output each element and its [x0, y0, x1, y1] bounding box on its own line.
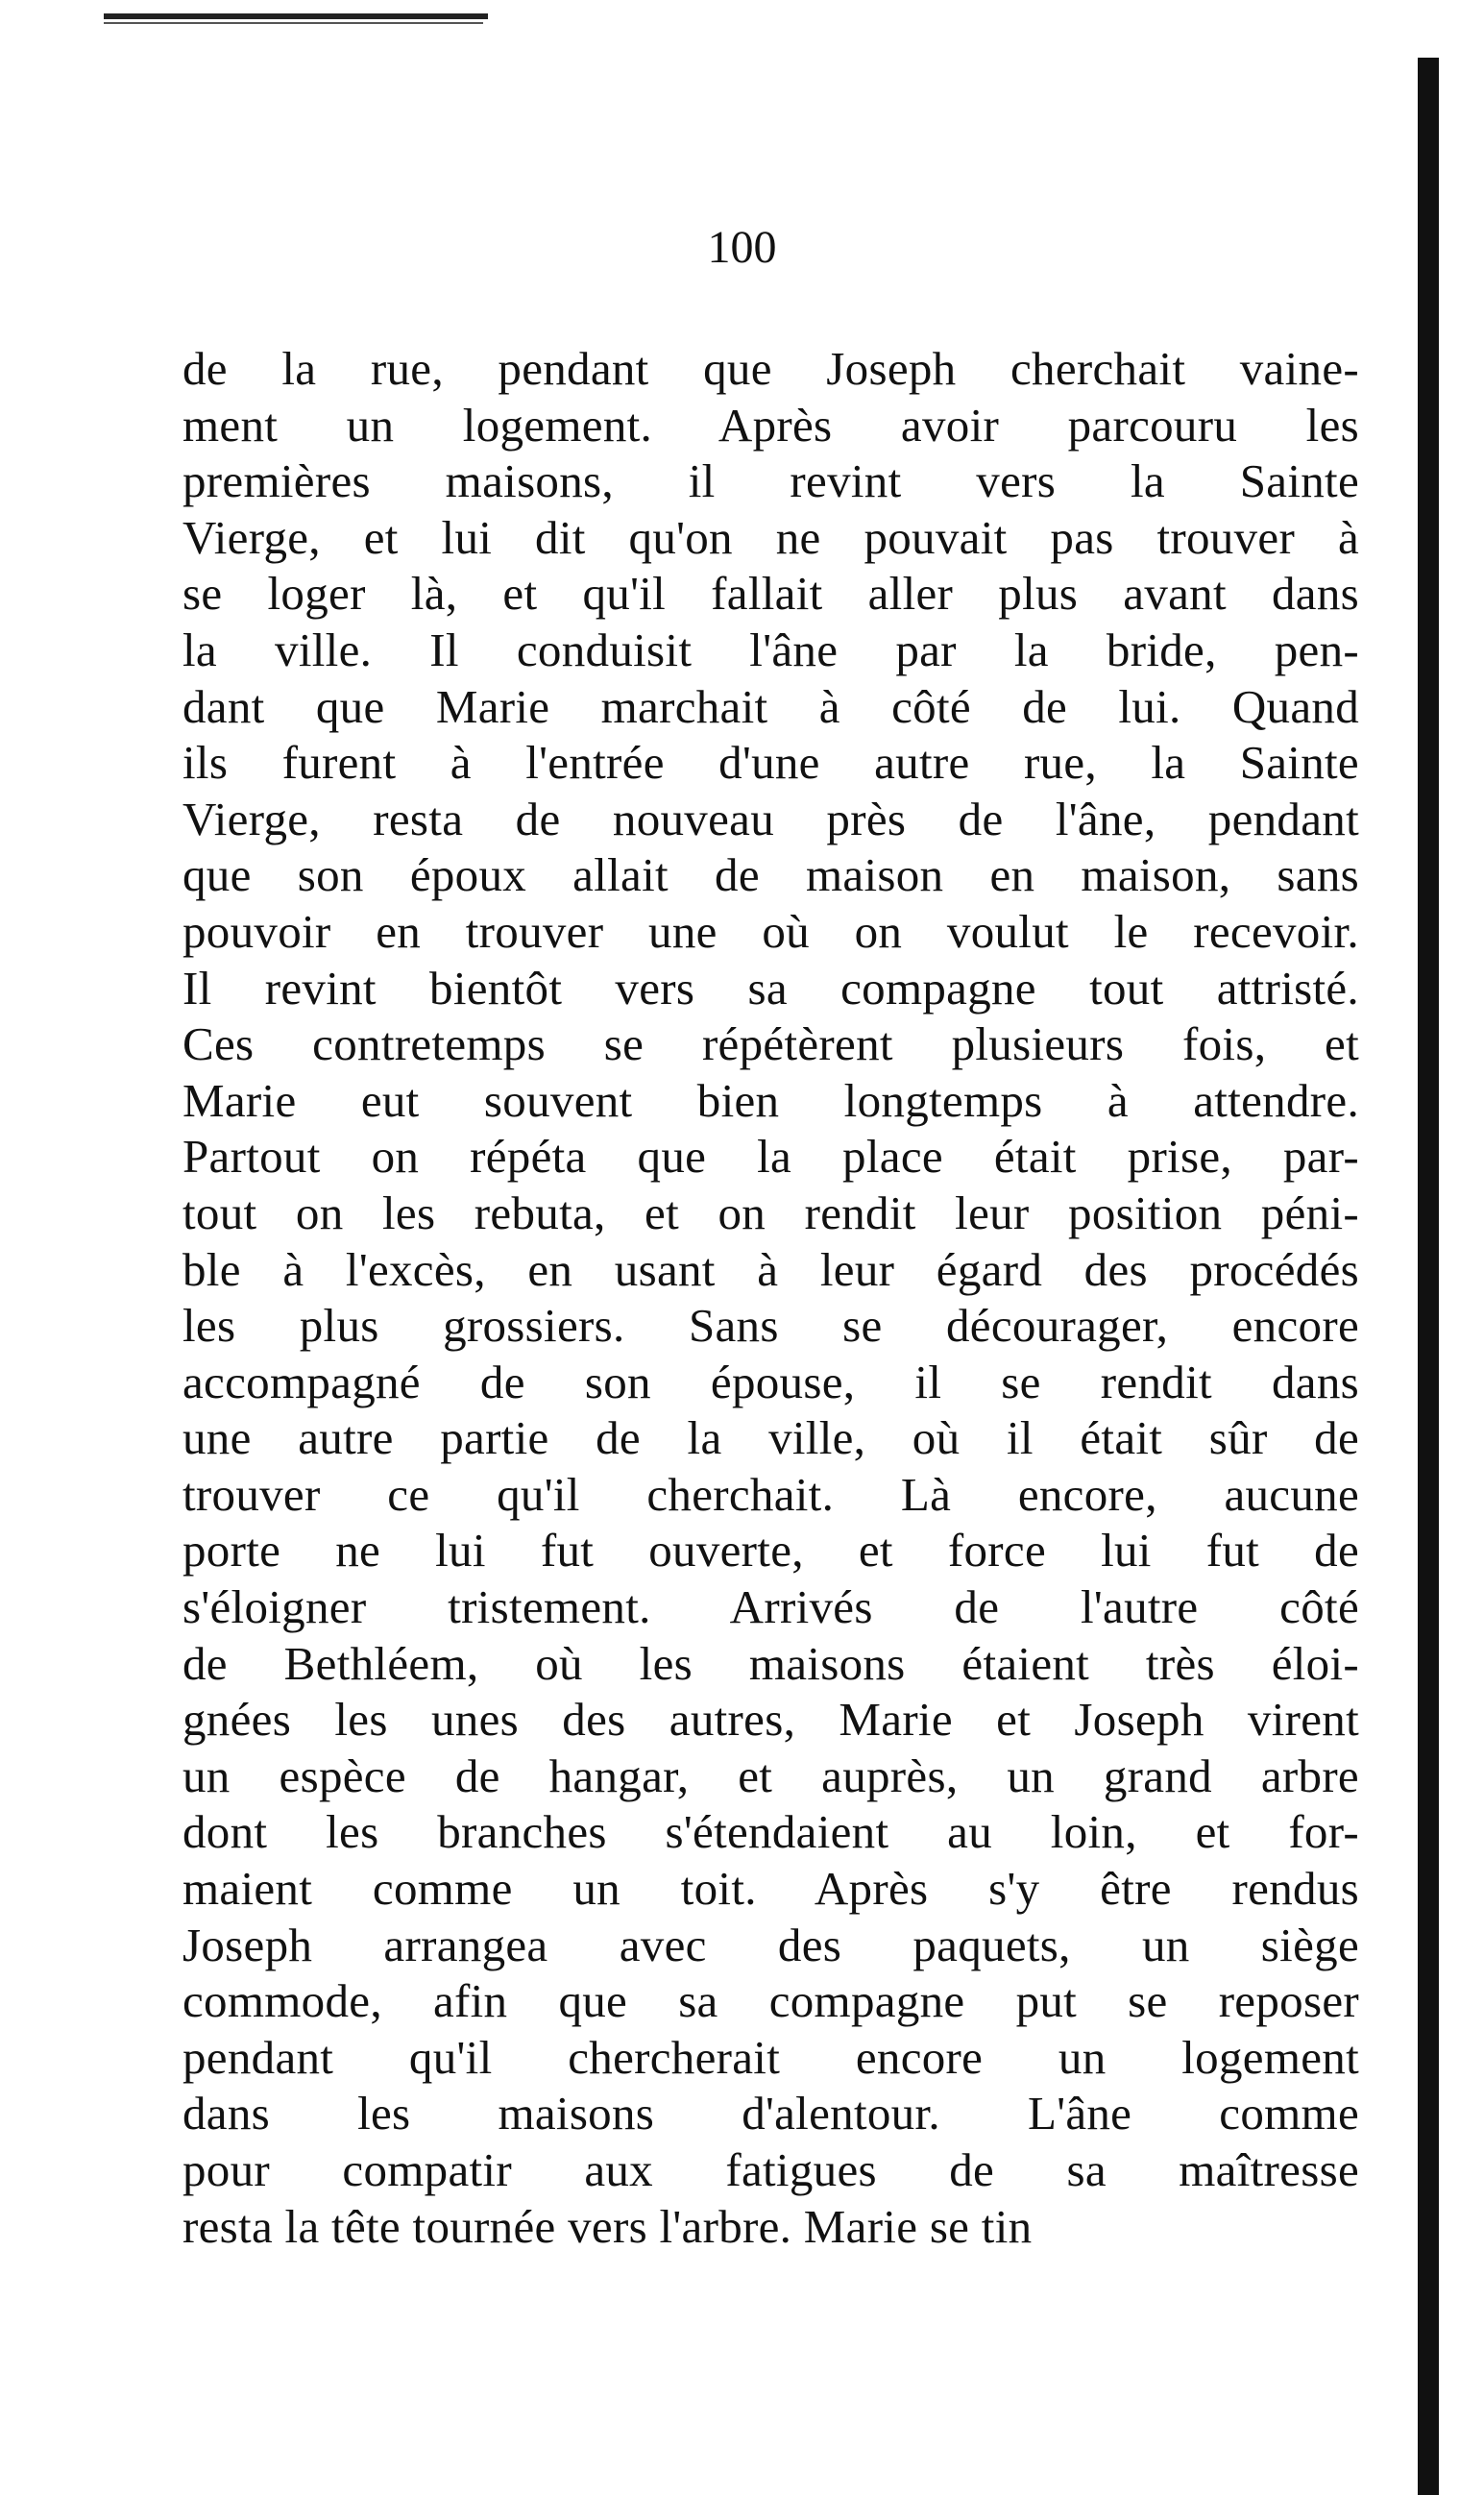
text-line: accompagné de son épouse, il se rendit dans	[182, 1355, 1359, 1408]
text-line: Joseph arrangea avec des paquets, un siège	[182, 1918, 1359, 1971]
text-line: dont les branches s'étendaient au loin, et for-	[182, 1805, 1359, 1859]
text-line: un espèce de hangar, et auprès, un grand arbre	[182, 1749, 1359, 1802]
text-line: Il revint bientôt vers sa compagne tout attristé.	[182, 961, 1359, 1015]
text-line: Vierge, resta de nouveau près de l'âne, pendant	[182, 792, 1359, 845]
text-line: de la rue, pendant que Joseph cherchait vaine-	[182, 342, 1359, 395]
text-line: de Bethléem, où les maisons étaient très éloi-	[182, 1636, 1359, 1690]
text-line: s'éloigner tristement. Arrivés de l'autre côté	[182, 1580, 1359, 1634]
text-line: que son époux allait de maison en maison, sans	[182, 848, 1359, 902]
text-line: premières maisons, il revint vers la Sainte	[182, 454, 1359, 508]
text-line: resta la tête tournée vers l'arbre. Marie se tin	[182, 2199, 1033, 2253]
text-line: les plus grossiers. Sans se décourager, encore	[182, 1299, 1359, 1353]
top-rule-thin	[104, 22, 483, 24]
text-line: maient comme un toit. Après s'y être rendus	[182, 1862, 1359, 1916]
text-line: porte ne lui fut ouverte, et force lui fut de	[182, 1524, 1359, 1578]
text-line: ils furent à l'entrée d'une autre rue, la Sainte	[182, 736, 1359, 790]
text-line: ble à l'excès, en usant à leur égard des procédés	[182, 1242, 1359, 1296]
text-line: Ces contretemps se répétèrent plusieurs fois, et	[182, 1017, 1359, 1071]
text-line: commode, afin que sa compagne put se reposer	[182, 1974, 1359, 2028]
text-line: ment un logement. Après avoir parcouru les	[182, 398, 1359, 452]
body-text	[182, 341, 1359, 2255]
text-line: la ville. Il conduisit l'âne par la bride, pen-	[182, 623, 1359, 676]
top-rule	[104, 13, 488, 19]
text-line: Partout on répéta que la place était prise, par-	[182, 1130, 1359, 1184]
text-line: une autre partie de la ville, où il était sûr de	[182, 1411, 1359, 1465]
text-line: dans les maisons d'alentour. L'âne comme	[182, 2087, 1359, 2140]
text-line: Vierge, et lui dit qu'on ne pouvait pas trouver à	[182, 510, 1359, 564]
text-line: tout on les rebuta, et on rendit leur position péni-	[182, 1186, 1359, 1239]
text-line: se loger là, et qu'il fallait aller plus avant dans	[182, 567, 1359, 621]
text-line: pour compatir aux fatigues de sa maîtresse	[182, 2143, 1359, 2196]
page-number: 100	[707, 222, 777, 273]
text-line: gnées les unes des autres, Marie et Joseph virent	[182, 1693, 1359, 1747]
text-line: pendant qu'il chercherait encore un logement	[182, 2030, 1359, 2084]
text-line: trouver ce qu'il cherchait. Là encore, aucune	[182, 1467, 1359, 1521]
binding-edge-bar	[1418, 58, 1439, 2495]
text-line: pouvoir en trouver une où on voulut le recevoir.	[182, 904, 1359, 958]
text-line: dant que Marie marchait à côté de lui. Quand	[182, 679, 1359, 733]
text-line: Marie eut souvent bien longtemps à attendre.	[182, 1073, 1359, 1127]
